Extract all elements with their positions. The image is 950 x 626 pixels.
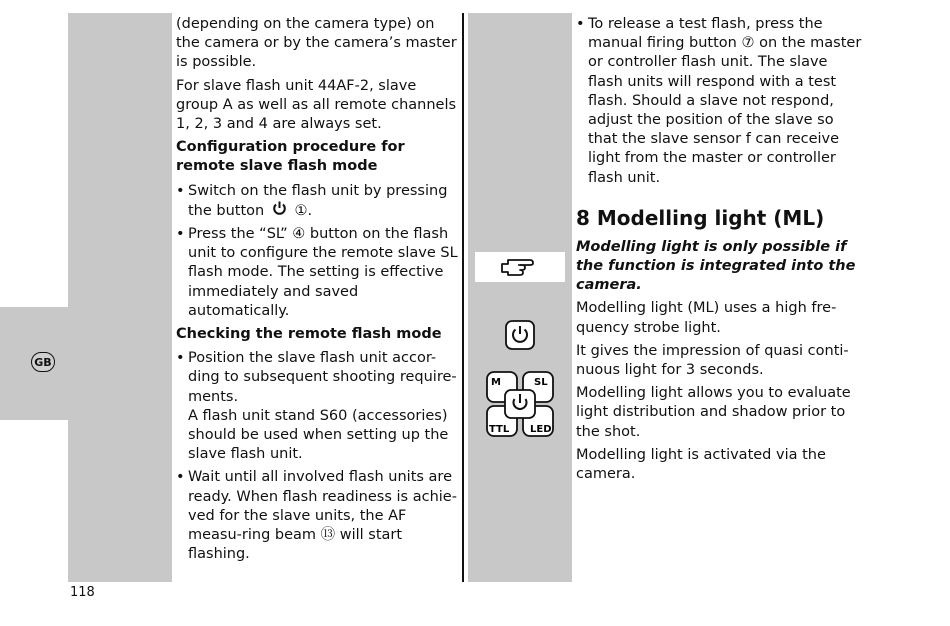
list-item: • Switch on the flash unit by pressing the button ①. — [176, 182, 458, 221]
column-divider — [462, 13, 464, 582]
left-column — [176, 15, 458, 568]
keypad-label-led: LED — [530, 424, 552, 435]
power-icon — [505, 320, 535, 350]
list-item: • To release a test flash, press the manual firing button ⑦ on the master or controller flash unit. The slave flash units will respond with a test flash. Should a slave not respond, adjust the position of the slave so that the slave sensor f can receive light from the master or controller flash unit. — [576, 15, 866, 188]
section-heading: Configuration procedure for remote slave flash mode — [176, 139, 405, 175]
power-button-graphic — [505, 320, 535, 354]
right-column — [576, 15, 866, 488]
keypad-label-m: M — [491, 377, 501, 388]
section-title: 8 Modelling light (ML) — [576, 205, 825, 230]
list-item: • Position the slave flash unit accor-ding to subsequent shooting require-ments. A flash unit stand S60 (accessories) should be used when setting up the slave flash unit. — [176, 349, 458, 464]
right-margin-strip — [468, 13, 572, 582]
keypad-graphic — [485, 370, 555, 442]
keypad-svg — [485, 370, 555, 438]
paragraph: It gives the impression of quasi conti-nuous light for 3 seconds. — [576, 342, 849, 379]
section-heading: Checking the remote flash mode — [176, 326, 442, 343]
keypad-label-sl: SL — [534, 377, 548, 388]
paragraph: Modelling light allows you to evaluate light distribution and shadow prior to the shot. — [576, 385, 851, 440]
bullet-list — [176, 349, 458, 564]
bullet-list — [576, 15, 866, 188]
paragraph: Modelling light is activated via the camera. — [576, 446, 826, 483]
left-margin-strip — [68, 13, 172, 582]
keypad-label-ttl: TTL — [489, 424, 510, 435]
list-item: • Wait until all involved flash units are ready. When flash readiness is achie-ved for the slave units, the AF measu-ring beam ⑬ will start flashing. — [176, 468, 458, 564]
hand-pointing-icon — [500, 255, 540, 279]
paragraph: For slave flash unit 44AF-2, slave group A as well as all remote channels 1, 2, 3 and 4 are always set. — [176, 77, 457, 133]
power-icon — [271, 201, 288, 216]
paragraph: (depending on the camera type) on the camera or by the camera’s master is possible. — [176, 16, 457, 71]
page-number: 118 — [70, 585, 95, 600]
note-text: Modelling light is only possible if the function is integrated into the camera. — [576, 238, 856, 294]
note-marker — [475, 252, 565, 282]
list-item: • Press the “SL” ④ button on the flash unit to configure the remote slave SL flash mode. The setting is effective immediately and saved automatically. — [176, 225, 458, 321]
bullet-list — [176, 182, 458, 321]
language-badge: GB — [31, 352, 55, 372]
paragraph: Modelling light (ML) uses a high fre-quency strobe light. — [576, 300, 837, 336]
